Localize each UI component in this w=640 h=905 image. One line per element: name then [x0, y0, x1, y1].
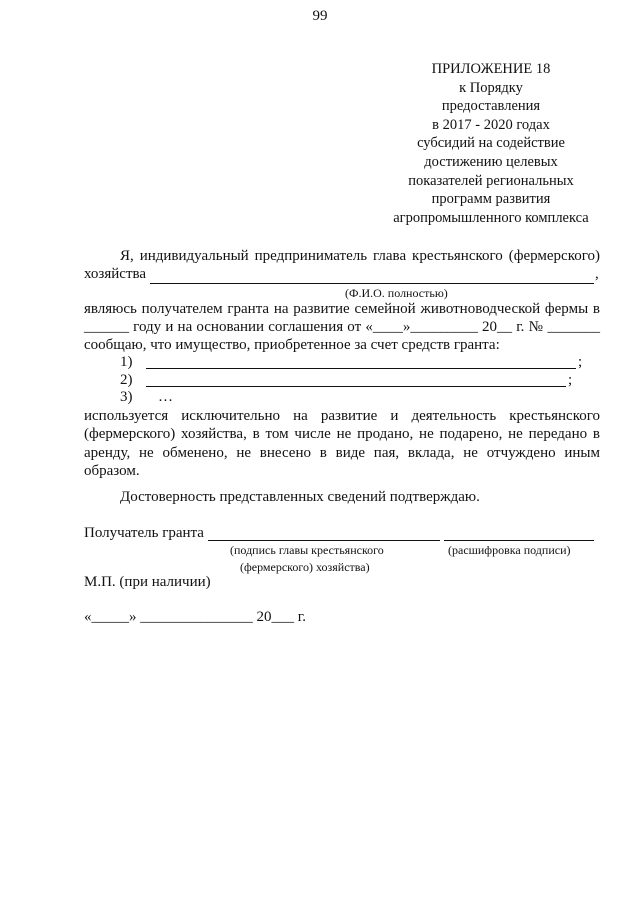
confirm-text: Достоверность представленных сведений подтверждаю. — [120, 489, 480, 505]
signature-hint: (подпись главы крестьянского — [230, 543, 384, 557]
intro-label: хозяйства — [84, 266, 147, 282]
usage-line: аренду, не обменено, не внесено в виде пая, вклада, не отчуждено иным — [84, 444, 600, 461]
usage-line: образом. — [84, 462, 140, 479]
item-field[interactable] — [146, 368, 576, 369]
item-number: 2) — [120, 372, 133, 388]
fio-hint: (Ф.И.О. полностью) — [345, 286, 448, 300]
usage-line: (фермерского) хозяйства, в том числе не продано, не подарено, не передано в — [84, 426, 600, 443]
item-number: 3) — [120, 389, 133, 405]
item-end: ; — [578, 354, 583, 370]
intro-comma: , — [595, 266, 599, 282]
header-line: показателей региональных — [408, 172, 574, 189]
decode-field[interactable] — [444, 540, 594, 541]
header-line: в 2017 - 2020 годах — [432, 116, 550, 133]
signature-hint: (фермерского) хозяйства) — [240, 560, 370, 574]
usage-paragraph — [84, 407, 600, 480]
item-number: 1) — [120, 354, 133, 370]
header-line: субсидий на содействие — [417, 135, 565, 152]
header-line: к Порядку — [459, 79, 523, 96]
item-field[interactable] — [146, 386, 566, 387]
fio-field[interactable] — [150, 283, 594, 284]
page-number: 99 — [312, 8, 328, 24]
signature-field[interactable] — [208, 540, 440, 541]
item-text: … — [158, 389, 173, 405]
grant-line: являюсь получателем гранта на развитие семейной животноводческой фермы в — [84, 301, 600, 317]
date-line: «_____» _______________ 20___ г. — [84, 609, 306, 625]
decode-hint: (расшифровка подписи) — [448, 543, 571, 557]
item-end: ; — [568, 372, 573, 388]
intro-line: Я, индивидуальный предприниматель глава крестьянского (фермерского) — [120, 248, 600, 264]
header-line: ПРИЛОЖЕНИЕ 18 — [431, 61, 551, 77]
signature-label: Получатель гранта — [84, 525, 204, 541]
grant-line: ______ году и на основании соглашения от «____»_________ 20__ г. № _______ — [84, 319, 600, 335]
header-line: агропромышленного комплекса — [393, 209, 589, 226]
appendix-header — [378, 60, 604, 227]
header-line: достижению целевых — [424, 153, 558, 170]
usage-line: используется исключительно на развитие и деятельность крестьянского — [84, 408, 600, 424]
header-line: предоставления — [441, 98, 541, 115]
header-line: программ развития — [431, 191, 551, 208]
grant-line: сообщаю, что имущество, приобретенное за счет средств гранта: — [84, 337, 500, 353]
seal-text: М.П. (при наличии) — [84, 574, 211, 590]
